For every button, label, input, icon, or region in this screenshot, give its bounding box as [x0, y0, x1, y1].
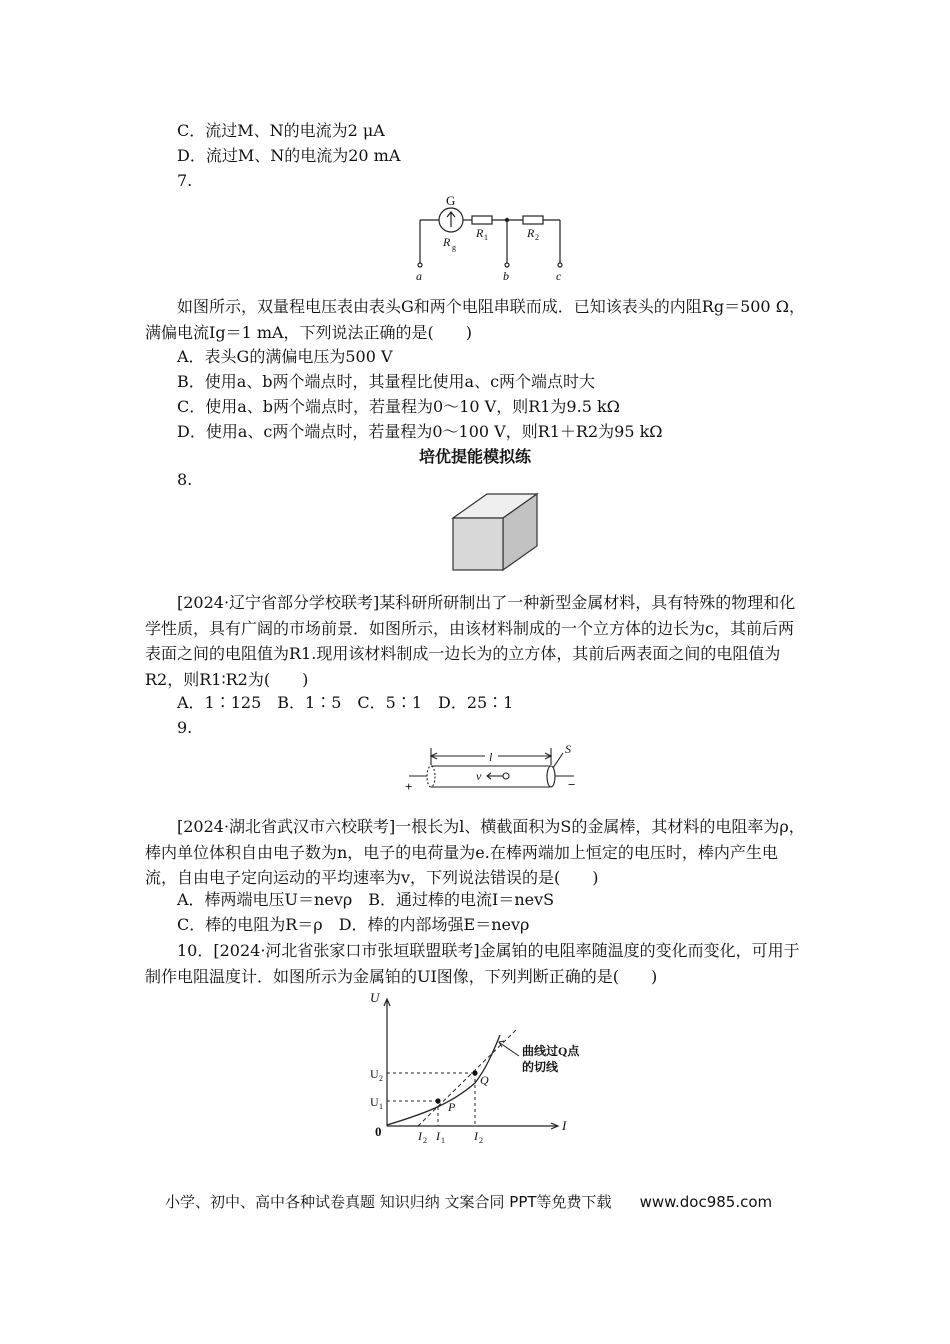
svg-text:v: v: [476, 769, 482, 783]
q9-number: 9.: [177, 718, 193, 737]
svg-text:U: U: [370, 1095, 379, 1109]
svg-text:R: R: [527, 226, 535, 240]
svg-text:1: 1: [484, 233, 488, 242]
svg-text:1: 1: [379, 1102, 383, 1111]
svg-text:l: l: [489, 750, 493, 764]
svg-text:I: I: [562, 1118, 567, 1133]
svg-text:−: −: [568, 777, 576, 792]
q9-options-ab: A．棒两端电压U＝nevρ B．通过棒的电流I＝nevS: [177, 890, 555, 909]
q7-option-b: B．使用a、b两个端点时，其量程比使用a、c两个端点时大: [177, 372, 596, 391]
svg-text:曲线过Q点: 曲线过Q点: [522, 1044, 580, 1058]
svg-text:c: c: [556, 269, 562, 283]
svg-text:g: g: [452, 243, 456, 252]
svg-text:I: I: [474, 1129, 478, 1143]
q8-stem: [2024·辽宁省部分学校联考]某科研所研制出了一种新型金属材料，具有特殊的物理和化学性质，具有广阔的市场前景．如图所示，由该材料制成的一个立方体的边长为c，其前后两表面之间的电阻值为R1.现用该材料制成一边长为的立方体，其前后两表面之间的电阻值为R2，则R1∶R2为( ): [145, 593, 796, 689]
svg-text:a: a: [416, 269, 422, 283]
svg-text:2: 2: [479, 1136, 483, 1145]
q10-stem: 10．[2024·河北省张家口市张垣联盟联考]金属铂的电阻率随温度的变化而变化，可用于制作电阻温度计．如图所示为金属铂的UI图像，下列判断正确的是( ): [145, 941, 800, 986]
svg-text:S: S: [565, 742, 571, 756]
footer-url[interactable]: www.doc985.com: [639, 1193, 773, 1211]
svg-text:R: R: [443, 235, 451, 249]
q7-number: 7.: [177, 171, 193, 190]
svg-text:I: I: [418, 1129, 422, 1143]
q9-stem: [2024·湖北省武汉市六校联考]一根长为l、横截面积为S的金属棒，其材料的电阻率为ρ，棒内单位体积自由电子数为n，电子的电荷量为e.在棒两端加上恒定的电压时，棒内产生电流，自由电子定向运动的平均速率为v，下列说法错误的是( ): [145, 817, 805, 887]
footer-text: 小学、初中、高中各种试卷真题 知识归纳 文案合同 PPT等免费下载: [165, 1193, 612, 1211]
svg-text:的切线: 的切线: [522, 1060, 559, 1074]
q7-option-c: C．使用a、b两个端点时，若量程为0～10 V，则R1为9.5 kΩ: [177, 397, 620, 416]
svg-text:2: 2: [535, 233, 539, 242]
svg-text:2: 2: [379, 1074, 383, 1083]
q6-option-c: C．流过M、N的电流为2 μA: [177, 121, 385, 140]
svg-text:U: U: [370, 990, 380, 1005]
q7-option-d: D．使用a、c两个端点时，若量程为0～100 V，则R1＋R2为95 kΩ: [177, 422, 663, 441]
svg-text:U: U: [370, 1067, 379, 1081]
svg-text:Q: Q: [480, 1073, 489, 1087]
svg-text:I: I: [436, 1129, 440, 1143]
svg-text:+: +: [405, 779, 413, 794]
svg-text:2: 2: [423, 1136, 427, 1145]
svg-text:0: 0: [375, 1124, 382, 1139]
q8-number: 8.: [177, 470, 193, 489]
q6-option-d: D．流过M、N的电流为20 mA: [177, 146, 401, 165]
label-G: G: [446, 193, 456, 208]
svg-text:b: b: [503, 269, 509, 283]
q9-options-cd: C．棒的电阻为R＝ρ D．棒的内部场强E＝nevρ: [177, 915, 530, 934]
svg-text:1: 1: [441, 1136, 445, 1145]
section-title: 培优提能模拟练: [418, 447, 531, 466]
svg-text:R: R: [476, 226, 484, 240]
footer: [165, 1191, 772, 1212]
svg-text:P: P: [448, 1100, 456, 1114]
q7-option-a: A．表头G的满偏电压为500 V: [177, 347, 393, 366]
q7-stem: 如图所示，双量程电压表由表头G和两个电阻串联而成．已知该表头的内阻Rg＝500 Ω，满偏电流Ig＝1 mA，下列说法正确的是( ): [145, 297, 805, 342]
q8-options: A．1∶125 B．1∶5 C．5∶1 D．25∶1: [177, 693, 514, 712]
